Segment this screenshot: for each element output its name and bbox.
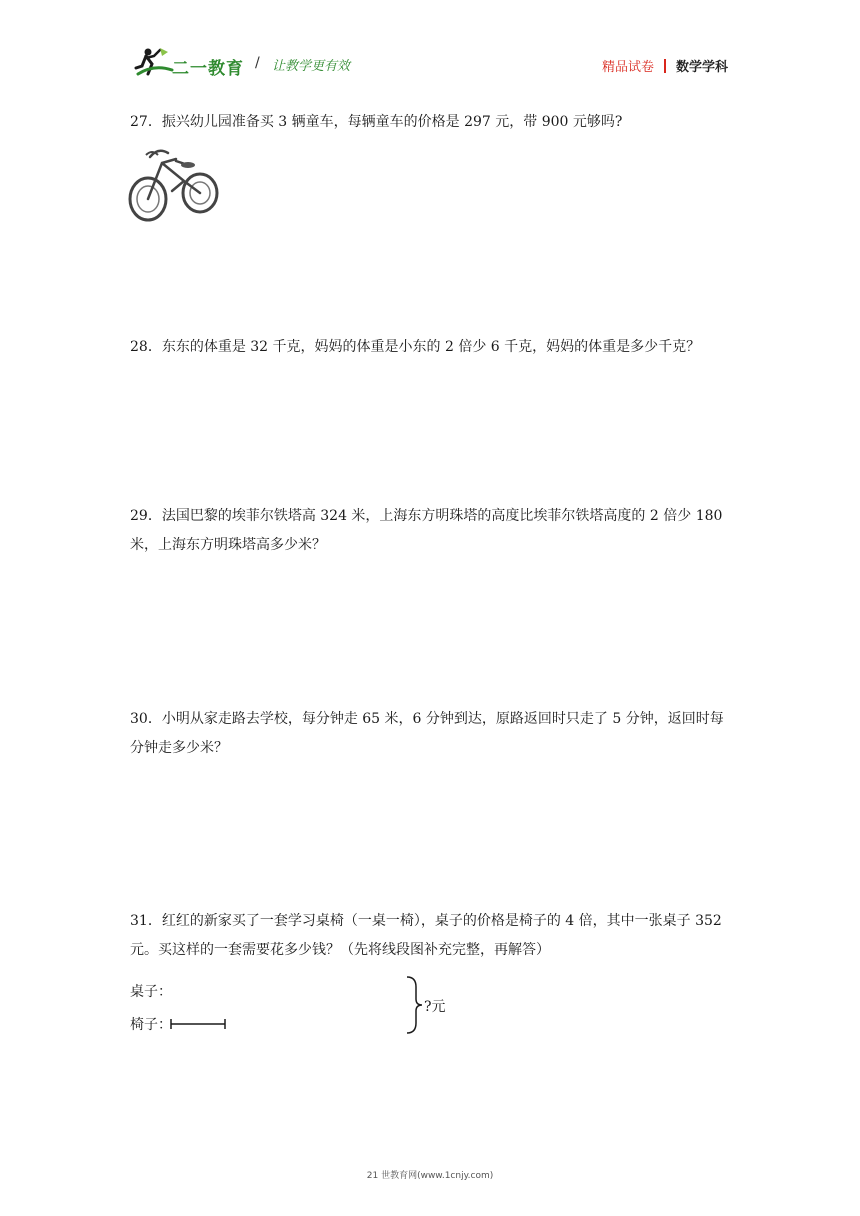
question-30: 30．小明从家走路去学校，每分钟走 65 米，6 分钟到达，原路返回时只走了 5 分钟，返回时每分钟走多少米？	[130, 711, 724, 756]
header-right	[602, 56, 728, 75]
question-28: 28．东东的体重是 32 千克，妈妈的体重是小东的 2 倍少 6 千克，妈妈的体重是多少千克？	[130, 339, 701, 355]
question-31: 31．红红的新家买了一套学习桌椅（一桌一椅），桌子的价格是椅子的 4 倍，其中一张桌子 352 元。买这样的一套需要花多少钱？（先将线段图补充完整，再解答）	[130, 913, 722, 958]
right-brace-icon	[404, 975, 424, 1035]
header-divider	[664, 59, 666, 73]
header-separator: /	[255, 55, 260, 71]
total-price-label: ?元	[424, 999, 446, 1015]
desk-label: 桌子：	[130, 984, 172, 1000]
header-badge: 精品试卷	[601, 60, 654, 75]
chair-label: 椅子：	[130, 1017, 172, 1033]
chair-segment	[168, 1017, 230, 1031]
page-header	[0, 0, 860, 100]
header-subject: 数学学科	[675, 60, 728, 75]
question-27: 27．振兴幼儿园准备买 3 辆童车，每辆童车的价格是 297 元，带 900 元够吗?	[130, 114, 623, 130]
runner-logo-icon	[134, 44, 174, 80]
bicycle-illustration	[128, 143, 220, 223]
page-footer: 21 世教育网(www.1cnjy.com)	[366, 1171, 494, 1181]
header-slogan: 让教学更有效	[272, 59, 351, 74]
brand-logo-text: 二一教育	[172, 59, 244, 79]
question-29: 29．法国巴黎的埃菲尔铁塔高 324 米，上海东方明珠塔的高度比埃菲尔铁塔高度的 2 倍少 180 米，上海东方明珠塔高多少米？	[130, 508, 723, 553]
